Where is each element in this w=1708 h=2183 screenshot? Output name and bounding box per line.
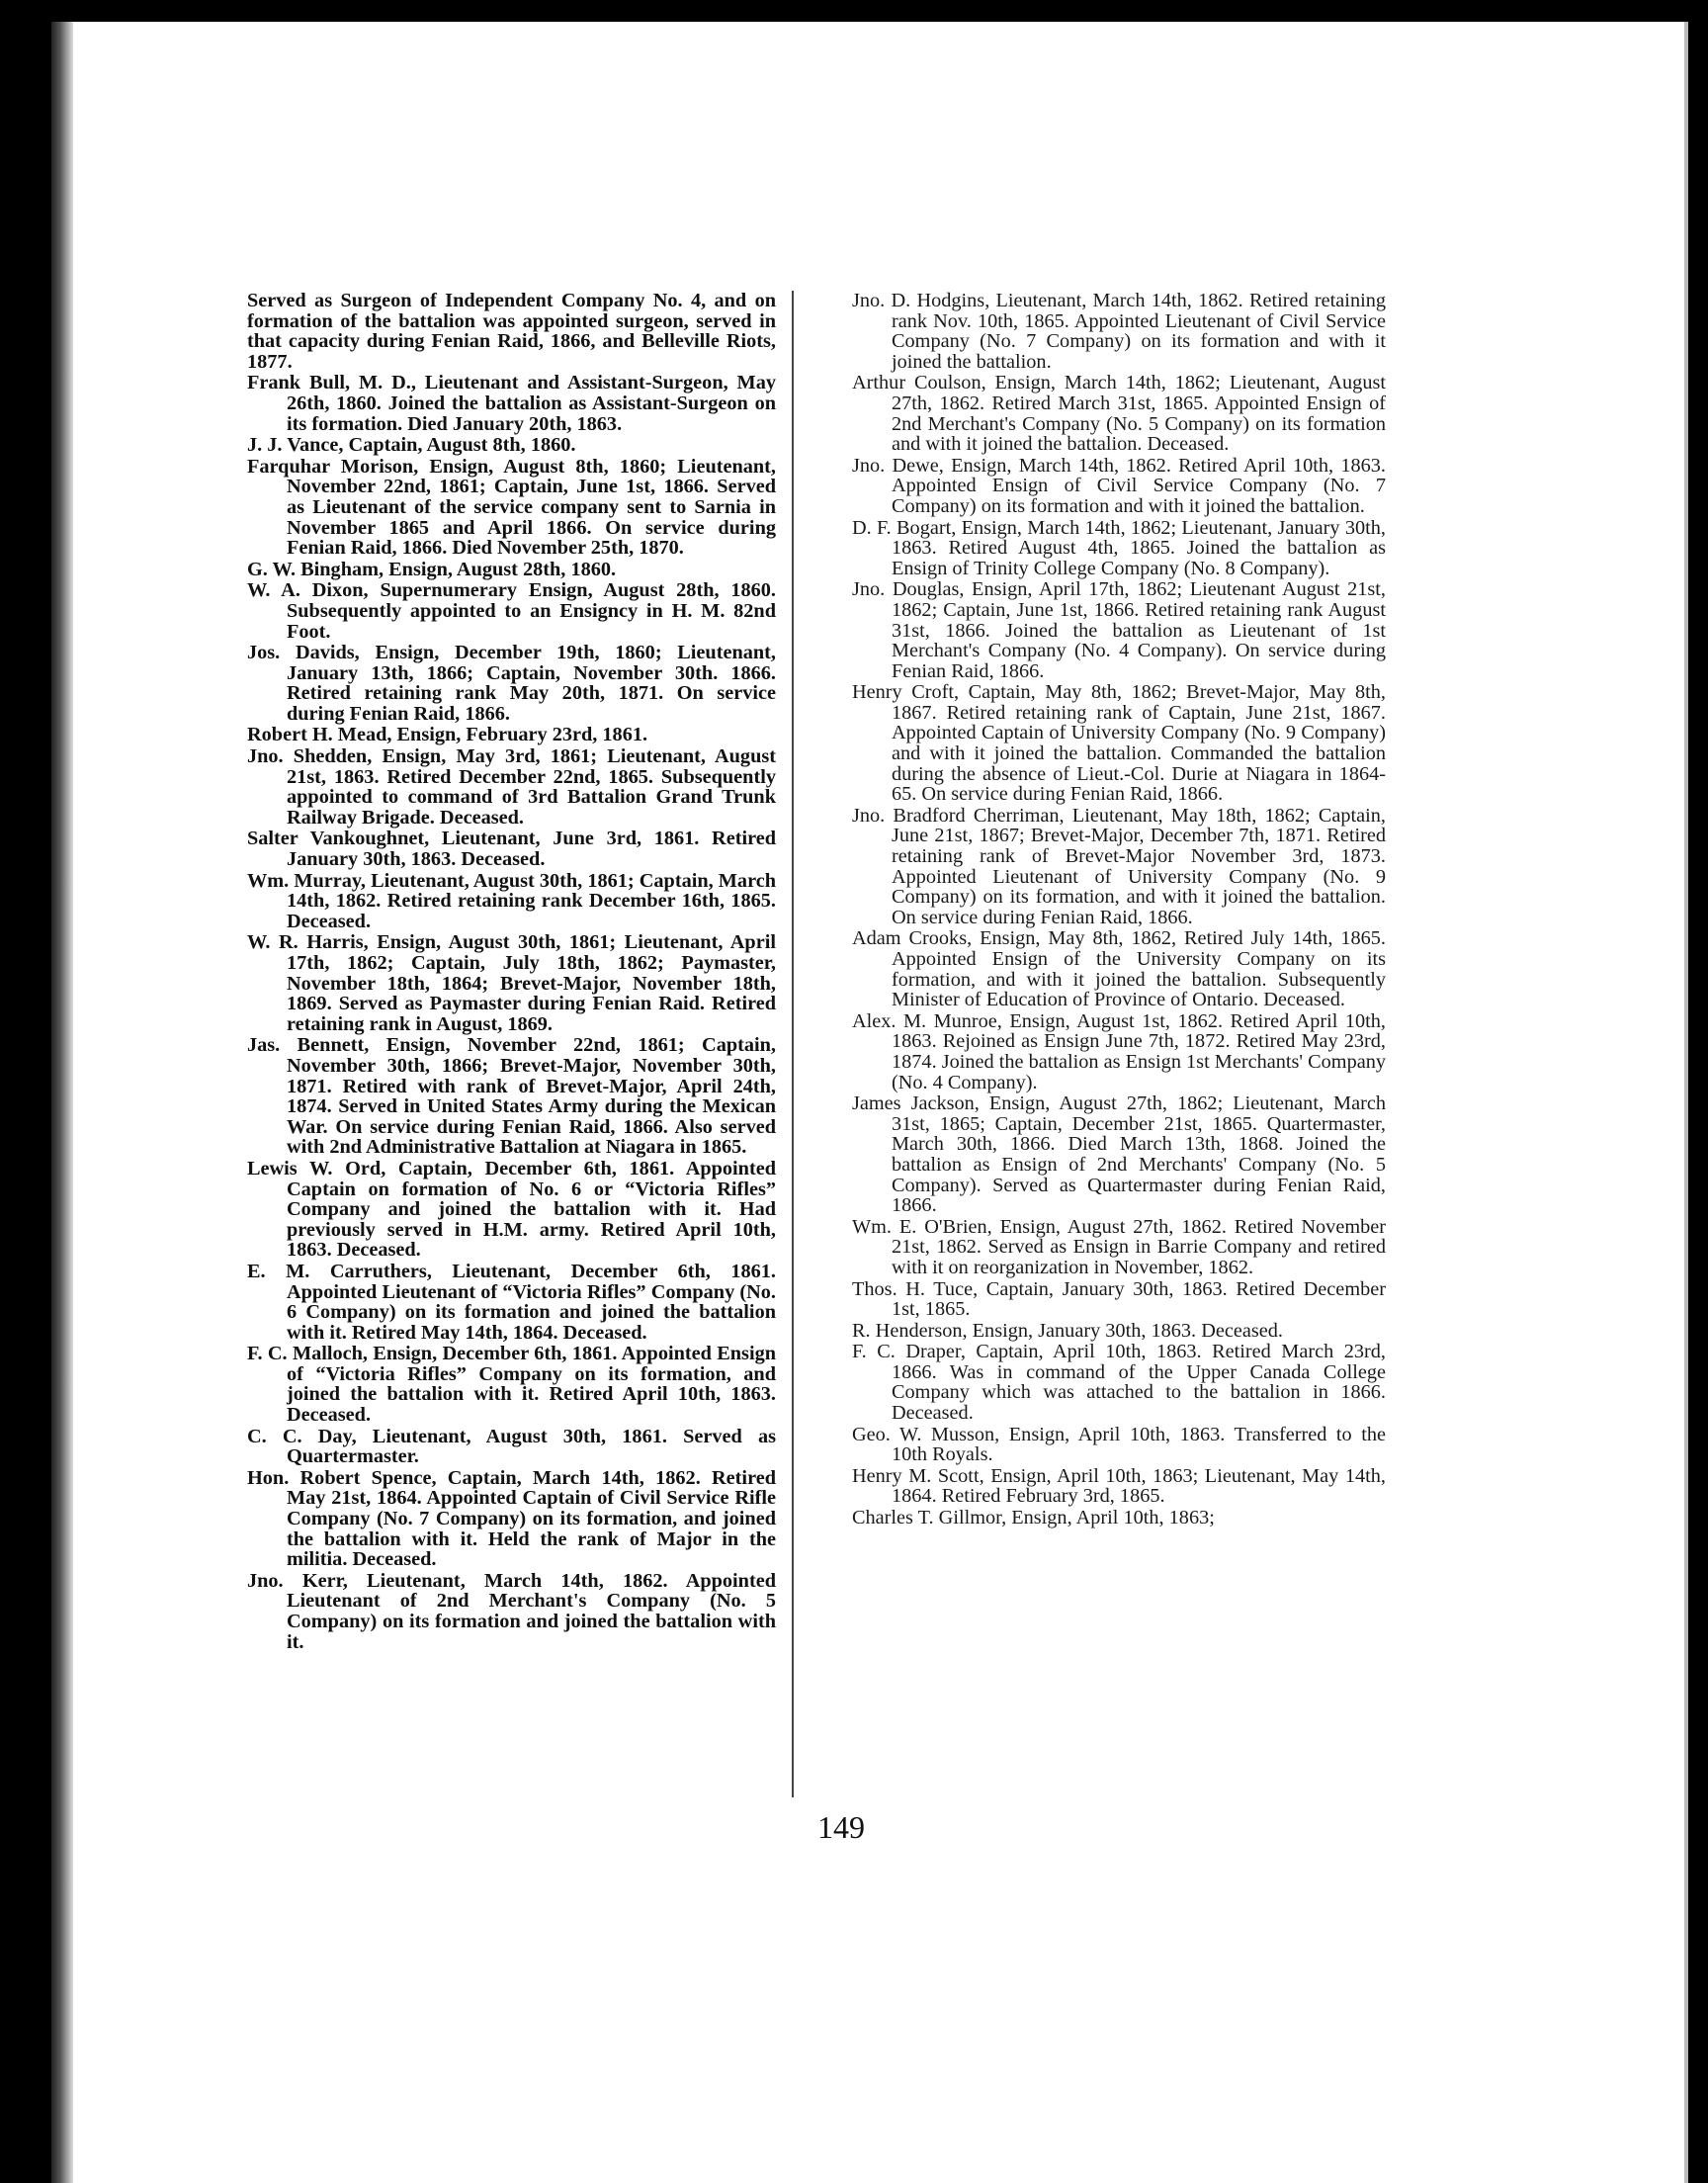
- roster-entry: Served as Surgeon of Independent Company No. 4, and on formation of the battalion was appointed surgeon, served in that capacity during Fenian Raid, 1866, and Belleville Riots, 1877.: [247, 290, 776, 373]
- roster-entry: C. C. Day, Lieutenant, August 30th, 1861. Served as Quartermaster.: [247, 1425, 776, 1468]
- roster-entry: W. R. Harris, Ensign, August 30th, 1861; Lieutenant, April 17th, 1862; Captain, July 18th, 1862; Paymaster, November 18th, 1864; Brevet-Major, November 18th, 1869. Served as Paymaster during Fenian Raid. Retired retaining rank in August, 1869.: [247, 931, 776, 1035]
- right-column: [852, 291, 1386, 1529]
- roster-entry: Wm. Murray, Lieutenant, August 30th, 1861; Captain, March 14th, 1862. Retired retaining rank December 16th, 1865. Deceased.: [247, 869, 776, 932]
- roster-entry: Jno. Shedden, Ensign, May 3rd, 1861; Lieutenant, August 21st, 1863. Retired December 22nd, 1865. Subsequently appointed to command of 3rd Battalion Grand Trunk Railway Brigade. Deceased.: [247, 745, 776, 829]
- roster-entry: E. M. Carruthers, Lieutenant, December 6th, 1861. Appointed Lieutenant of “Victoria Rifles” Company (No. 6 Company) on its formation and joined the battalion with it. Retired May 14th, 1864. Deceased.: [247, 1260, 776, 1344]
- roster-entry: F. C. Draper, Captain, April 10th, 1863. Retired March 23rd, 1866. Was in command of the Upper Canada College Company which was attached to the battalion in 1866. Deceased.: [852, 1341, 1386, 1425]
- left-column: [247, 291, 776, 1653]
- roster-entry: Jno. D. Hodgins, Lieutenant, March 14th, 1862. Retired retaining rank Nov. 10th, 1865. Appointed Lieutenant of Civil Service Company (No. 7 Company) on its formation and with it joined the battalion.: [852, 290, 1386, 373]
- roster-entry: Thos. H. Tuce, Captain, January 30th, 1863. Retired December 1st, 1865.: [852, 1277, 1386, 1321]
- roster-entry: Geo. W. Musson, Ensign, April 10th, 1863. Transferred to the 10th Royals.: [852, 1423, 1386, 1466]
- roster-entry: Salter Vankoughnet, Lieutenant, June 3rd, 1861. Retired January 30th, 1863. Deceased.: [247, 828, 776, 871]
- roster-entry: Henry M. Scott, Ensign, April 10th, 1863; Lieutenant, May 14th, 1864. Retired February 3rd, 1865.: [852, 1464, 1386, 1508]
- roster-entry: Jno. Bradford Cherriman, Lieutenant, May 18th, 1862; Captain, June 21st, 1867; Brevet-Major, December 7th, 1871. Retired retaining rank of Brevet-Major November 3rd, 1873. Appointed Lieutenant of University Company (No. 9 Company) on its formation, and with it joined the battalion. On service during Fenian Raid, 1866.: [852, 804, 1386, 928]
- roster-entry: Jno. Douglas, Ensign, April 17th, 1862; Lieutenant August 21st, 1862; Captain, June 1st, 1866. Retired retaining rank August 31st, 1866. Joined the battalion as Lieutenant of 1st Merchant's Company (No. 4 Company). On service during Fenian Raid, 1866.: [852, 578, 1386, 682]
- roster-entry: Alex. M. Munroe, Ensign, August 1st, 1862. Retired April 10th, 1863. Rejoined as Ensign June 7th, 1872. Retired May 23rd, 1874. Joined the battalion as Ensign 1st Merchants' Company (No. 4 Company).: [852, 1009, 1386, 1093]
- roster-entry: W. A. Dixon, Supernumerary Ensign, August 28th, 1860. Subsequently appointed to an Ensigncy in H. M. 82nd Foot.: [247, 579, 776, 643]
- roster-entry: Jno. Kerr, Lieutenant, March 14th, 1862. Appointed Lieutenant of 2nd Merchant's Company (No. 5 Company) on its formation and joined the battalion with it.: [247, 1569, 776, 1653]
- roster-entry: J. J. Vance, Captain, August 8th, 1860.: [247, 434, 576, 457]
- roster-entry: Henry Croft, Captain, May 8th, 1862; Brevet-Major, May 8th, 1867. Retired retaining rank of Captain, June 21st, 1867. Appointed Captain of University Company (No. 9 Company) and with it joined the battalion. Commanded the battalion during the absence of Lieut.-Col. Durie at Niagara in 1864-65. On service during Fenian Raid, 1866.: [852, 681, 1386, 806]
- roster-entry: Hon. Robert Spence, Captain, March 14th, 1862. Retired May 21st, 1864. Appointed Captain of Civil Service Rifle Company (No. 7 Company) on its formation, and joined the battalion with it. Held the rank of Major in the militia. Deceased.: [247, 1466, 776, 1571]
- roster-entry: Charles T. Gillmor, Ensign, April 10th, 1863;: [852, 1507, 1215, 1529]
- roster-entry: Lewis W. Ord, Captain, December 6th, 1861. Appointed Captain on formation of No. 6 or “Victoria Rifles” Company and joined the battalion with it. Had previously served in H.M. army. Retired April 10th, 1863. Deceased.: [247, 1157, 776, 1262]
- roster-entry: Arthur Coulson, Ensign, March 14th, 1862; Lieutenant, August 27th, 1862. Retired March 31st, 1865. Appointed Ensign of 2nd Merchant's Company (No. 5 Company) on its formation and with it joined the battalion. Deceased.: [852, 372, 1386, 456]
- roster-entry: Wm. E. O'Brien, Ensign, August 27th, 1862. Retired November 21st, 1862. Served as Ensign in Barrie Company and retired with it on reorganization in November, 1862.: [852, 1215, 1386, 1278]
- roster-entry: Jas. Bennett, Ensign, November 22nd, 1861; Captain, November 30th, 1866; Brevet-Major, November 30th, 1871. Retired with rank of Brevet-Major, April 24th, 1874. Served in United States Army during the Mexican War. On service during Fenian Raid, 1866. Also served with 2nd Administrative Battalion at Niagara in 1865.: [247, 1034, 776, 1159]
- roster-entry: James Jackson, Ensign, August 27th, 1862; Lieutenant, March 31st, 1865; Captain, December 21st, 1865. Quartermaster, March 30th, 1866. Died March 13th, 1868. Joined the battalion as Ensign of 2nd Merchants' Company (No. 5 Company). Served as Quartermaster during Fenian Raid, 1866.: [852, 1092, 1386, 1217]
- roster-entry: R. Henderson, Ensign, January 30th, 1863. Deceased.: [852, 1319, 1283, 1342]
- roster-entry: D. F. Bogart, Ensign, March 14th, 1862; Lieutenant, January 30th, 1863. Retired August 4th, 1865. Joined the battalion as Ensign of Trinity College Company (No. 8 Company).: [852, 516, 1386, 579]
- roster-entry: Jno. Dewe, Ensign, March 14th, 1862. Retired April 10th, 1863. Appointed Ensign of Civil Service Company (No. 7 Company) on its formation and with it joined the battalion.: [852, 454, 1386, 517]
- roster-entry: Farquhar Morison, Ensign, August 8th, 1860; Lieutenant, November 22nd, 1861; Captain, June 1st, 1866. Served as Lieutenant of the service company sent to Sarnia in November 1865 and April 1866. On service during Fenian Raid, 1866. Died November 25th, 1870.: [247, 455, 776, 560]
- roster-entry: F. C. Malloch, Ensign, December 6th, 1861. Appointed Ensign of “Victoria Rifles” Company on its formation, and joined the battalion with it. Retired April 10th, 1863. Deceased.: [247, 1343, 776, 1427]
- roster-entry: Adam Crooks, Ensign, May 8th, 1862, Retired July 14th, 1865. Appointed Ensign of the University Company on its formation, and with it joined the battalion. Subsequently Minister of Education of Province of Ontario. Deceased.: [852, 927, 1386, 1011]
- roster-entry: Frank Bull, M. D., Lieutenant and Assistant-Surgeon, May 26th, 1860. Joined the battalion as Assistant-Surgeon on its formation. Died January 20th, 1863.: [247, 372, 776, 435]
- roster-entry: Robert H. Mead, Ensign, February 23rd, 1861.: [247, 724, 648, 746]
- column-divider: [792, 291, 794, 1797]
- roster-entry: Jos. Davids, Ensign, December 19th, 1860; Lieutenant, January 13th, 1866; Captain, November 30th. 1866. Retired retaining rank May 20th, 1871. On service during Fenian Raid, 1866.: [247, 642, 776, 725]
- roster-entry: G. W. Bingham, Ensign, August 28th, 1860.: [247, 558, 617, 580]
- page-number: 149: [817, 1809, 865, 1845]
- page-edge: [1684, 22, 1688, 2183]
- page-binding-shadow: [51, 22, 73, 2183]
